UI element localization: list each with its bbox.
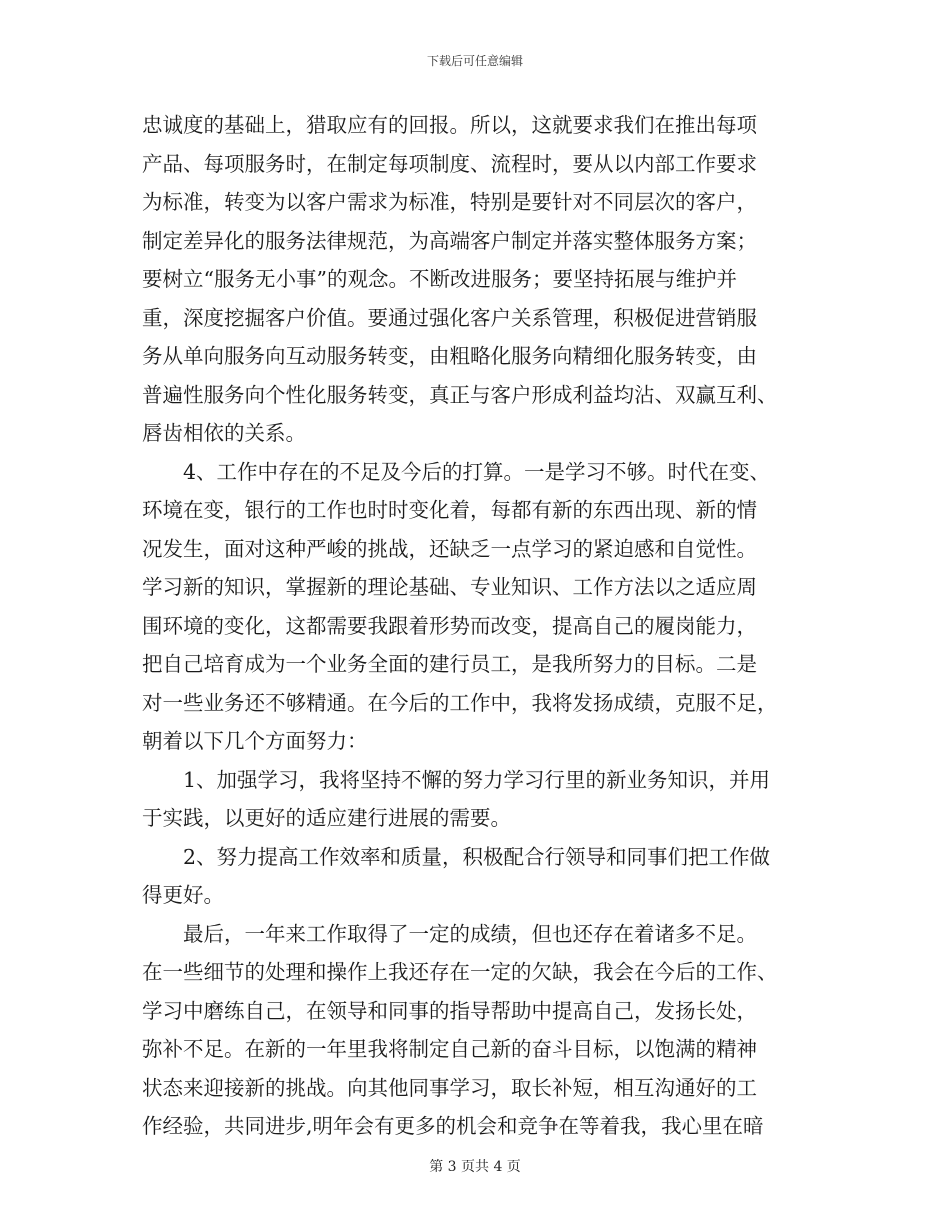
text-line: 4、工作中存在的不足及今后的打算。一是学习不够。时代在变、 xyxy=(142,459,771,484)
text-line: 最后，一年来工作取得了一定的成绩，但也还存在着诸多不足。 xyxy=(142,921,757,946)
text-line: 学习中磨练自己，在领导和同事的指导帮助中提高自己，发扬长处， xyxy=(142,998,757,1023)
text-line: 对一些业务还不够精通。在今后的工作中，我将发扬成绩，克服不足， xyxy=(142,690,778,715)
text-line: 2、努力提高工作效率和质量，积极配合行领导和同事们把工作做 xyxy=(142,844,771,869)
page-number: 第 3 页共 4 页 xyxy=(429,1159,521,1175)
text-line: 忠诚度的基础上，猎取应有的回报。所以，这就要求我们在推出每项 xyxy=(142,113,757,137)
text-line: 重，深度挖掘客户价值。要通过强化客户关系管理，积极促进营销服 xyxy=(142,305,757,330)
document-body xyxy=(142,106,814,1146)
text-line: 要树立“服务无小事”的观念。不断改进服务；要坚持拓展与维护并 xyxy=(142,267,737,291)
text-line: 普遍性服务向个性化服务转变，真正与客户形成利益均沾、双赢互利、 xyxy=(142,382,778,407)
text-line: 况发生，面对这种严峻的挑战，还缺乏一点学习的紧迫感和自觉性。 xyxy=(142,536,757,561)
text-line: 得更好。 xyxy=(142,883,224,907)
text-line: 务从单向服务向互动服务转变，由粗略化服务向精细化服务转变，由 xyxy=(142,344,757,368)
text-line: 产品、每项服务时，在制定每项制度、流程时，要从以内部工作要求 xyxy=(142,151,757,176)
text-line: 围环境的变化，这都需要我跟着形势而改变，提高自己的履岗能力， xyxy=(142,613,757,638)
text-line: 于实践，以更好的适应建行进展的需要。 xyxy=(142,806,511,830)
text-line: 唇齿相依的关系。 xyxy=(142,421,306,445)
text-line: 朝着以下几个方面努力： xyxy=(142,729,368,753)
text-line: 作经验，共同进步,明年会有更多的机会和竞争在等着我，我心里在暗 xyxy=(142,1114,764,1138)
page-header-note: 下载后可任意编辑 xyxy=(426,54,523,68)
text-line: 学习新的知识，掌握新的理论基础、专业知识、工作方法以之适应周 xyxy=(142,575,757,599)
text-line: 制定差异化的服务法律规范，为高端客户制定并落实整体服务方案； xyxy=(142,228,757,253)
text-line: 环境在变，银行的工作也时时变化着，每都有新的东西出现、新的情 xyxy=(142,498,757,522)
text-line: 在一些细节的处理和操作上我还存在一定的欠缺，我会在今后的工作、 xyxy=(142,960,778,984)
text-line: 把自己培育成为一个业务全面的建行员工，是我所努力的目标。二是 xyxy=(142,652,757,676)
text-line: 为标准，转变为以客户需求为标准，特别是要针对不同层次的客户， xyxy=(142,190,757,214)
text-line: 1、加强学习，我将坚持不懈的努力学习行里的新业务知识，并用 xyxy=(142,767,771,792)
text-line: 弥补不足。在新的一年里我将制定自己新的奋斗目标，以饱满的精神 xyxy=(142,1037,757,1061)
text-line: 状态来迎接新的挑战。向其他同事学习，取长补短，相互沟通好的工 xyxy=(142,1075,757,1100)
